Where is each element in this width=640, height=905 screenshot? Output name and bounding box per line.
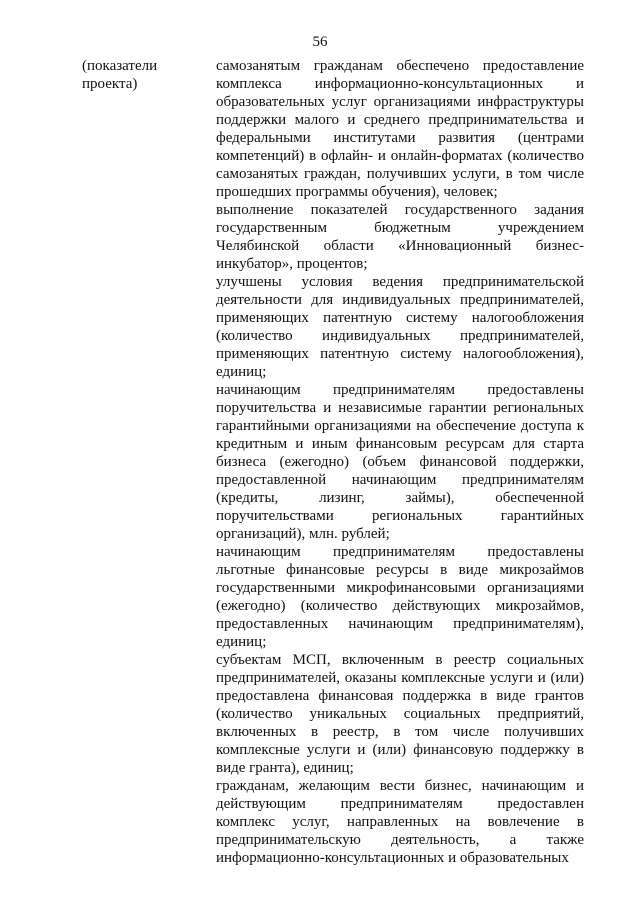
indicator-paragraph: самозанятым гражданам обеспечено предоставление комплекса информационно-консультационных и образовательных услуг организациями инфраструктуры поддержки малого и среднего предпринимательства и федеральными институтами развития (центрами компетенций) в офлайн- и онлайн-форматах (количество самозанятых граждан, получивших услуги, в том числе прошедших программы обучения), человек; xyxy=(216,58,584,200)
left-column-label xyxy=(82,57,200,93)
left-column-line: проекта) xyxy=(82,76,138,92)
left-column-line: (показатели xyxy=(82,58,158,74)
indicator-paragraph: гражданам, желающим вести бизнес, начинающим и действующим предпринимателям предоставлен комплекс услуг, направленных на вовлечение в предпринимательскую деятельность, а также информационно-консультационных и образовательных xyxy=(216,778,584,866)
page-number: 56 xyxy=(312,34,328,50)
indicator-paragraph: начинающим предпринимателям предоставлены поручительства и независимые гарантии региональных гарантийными организациями на обеспечение доступа к кредитным и иным финансовым ресурсам для старта бизнеса (ежегодно) (объем финансовой поддержки, предоставленной начинающим предпринимателям (кредиты, лизинг, займы), обеспеченной поручительствами региональных гарантийных организаций), млн. рублей; xyxy=(216,382,584,542)
indicator-paragraph: улучшены условия ведения предпринимательской деятельности для индивидуальных предпринимателей, применяющих патентную систему налогообложения (количество индивидуальных предпринимателей, применяющих патентную систему налогообложения), единиц; xyxy=(216,274,584,380)
indicator-paragraph: субъектам МСП, включенным в реестр социальных предпринимателей, оказаны комплексные услуги и (или) предоставлена финансовая поддержка в виде грантов (количество уникальных социальных предприятий, включенных в реестр, в том числе получивших комплексные услуги и (или) финансовую поддержку в виде гранта), единиц; xyxy=(216,652,584,776)
indicator-list xyxy=(216,57,584,867)
indicator-paragraph: выполнение показателей государственного задания государственным бюджетным учреждением Челябинской области «Инновационный бизнес-инкубатор», процентов; xyxy=(216,202,584,272)
indicator-paragraph: начинающим предпринимателям предоставлены льготные финансовые ресурсы в виде микрозаймов государственными микрофинансовыми организациями (ежегодно) (количество действующих микрозаймов, предоставленных начинающим предпринимателям), единиц; xyxy=(216,544,584,650)
